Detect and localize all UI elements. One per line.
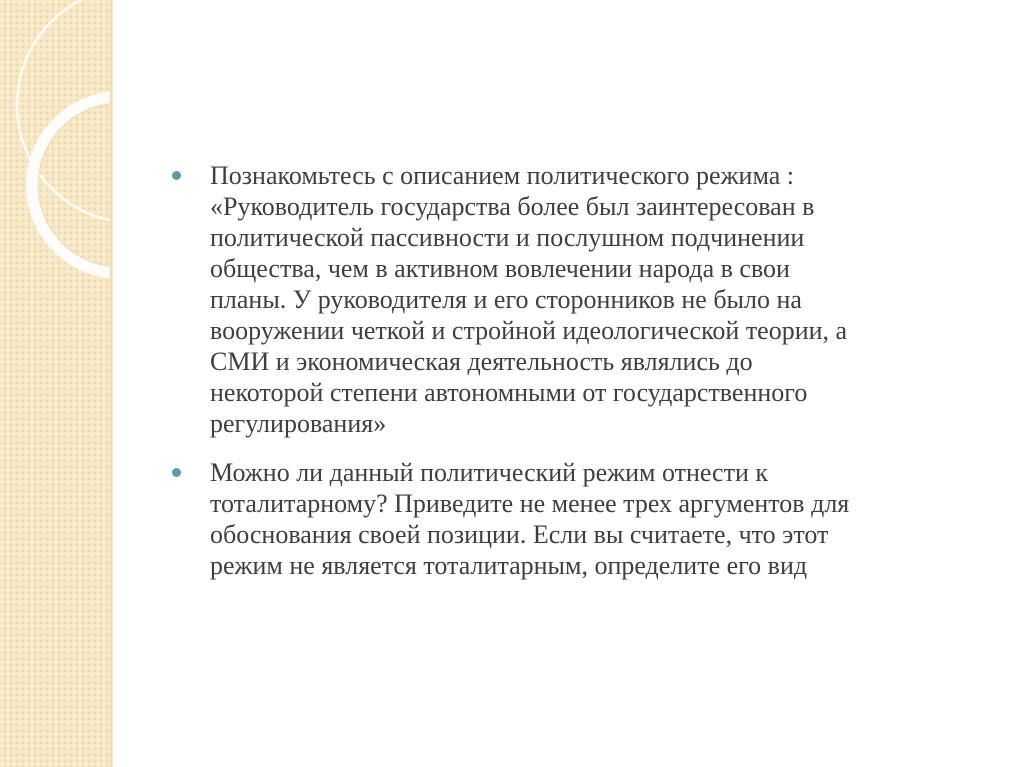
bullet-dot-icon — [172, 171, 181, 180]
bullet-text: Можно ли данный политический режим отнести к тоталитарному? Приведите не менее трех аргументов для обоснования своей позиции. Если вы считаете, что этот режим не является тоталитарным, определите его вид — [210, 458, 850, 580]
bullet-item-question — [172, 457, 972, 581]
bullet-text: Познакомьтесь с описанием политического режима : «Руководитель государства более был заинтересован в политической пассивности и послушном подчинении общества, чем в активном вовлечении народа в свои планы. У руководителя и его сторонников не было на вооружении четкой и стройной идеологической теории, а СМИ и экономическая деятельность являлись до некоторой степени автономными от государственного регулирования» — [210, 161, 848, 438]
bullet-item-description — [172, 160, 972, 439]
slide-content — [172, 160, 972, 599]
panel-edge-divider — [110, 0, 113, 767]
thick-ring-circle — [32, 97, 110, 273]
decorative-side-panel — [0, 0, 110, 767]
bullet-dot-icon — [172, 468, 181, 477]
decorative-circles — [0, 0, 110, 767]
